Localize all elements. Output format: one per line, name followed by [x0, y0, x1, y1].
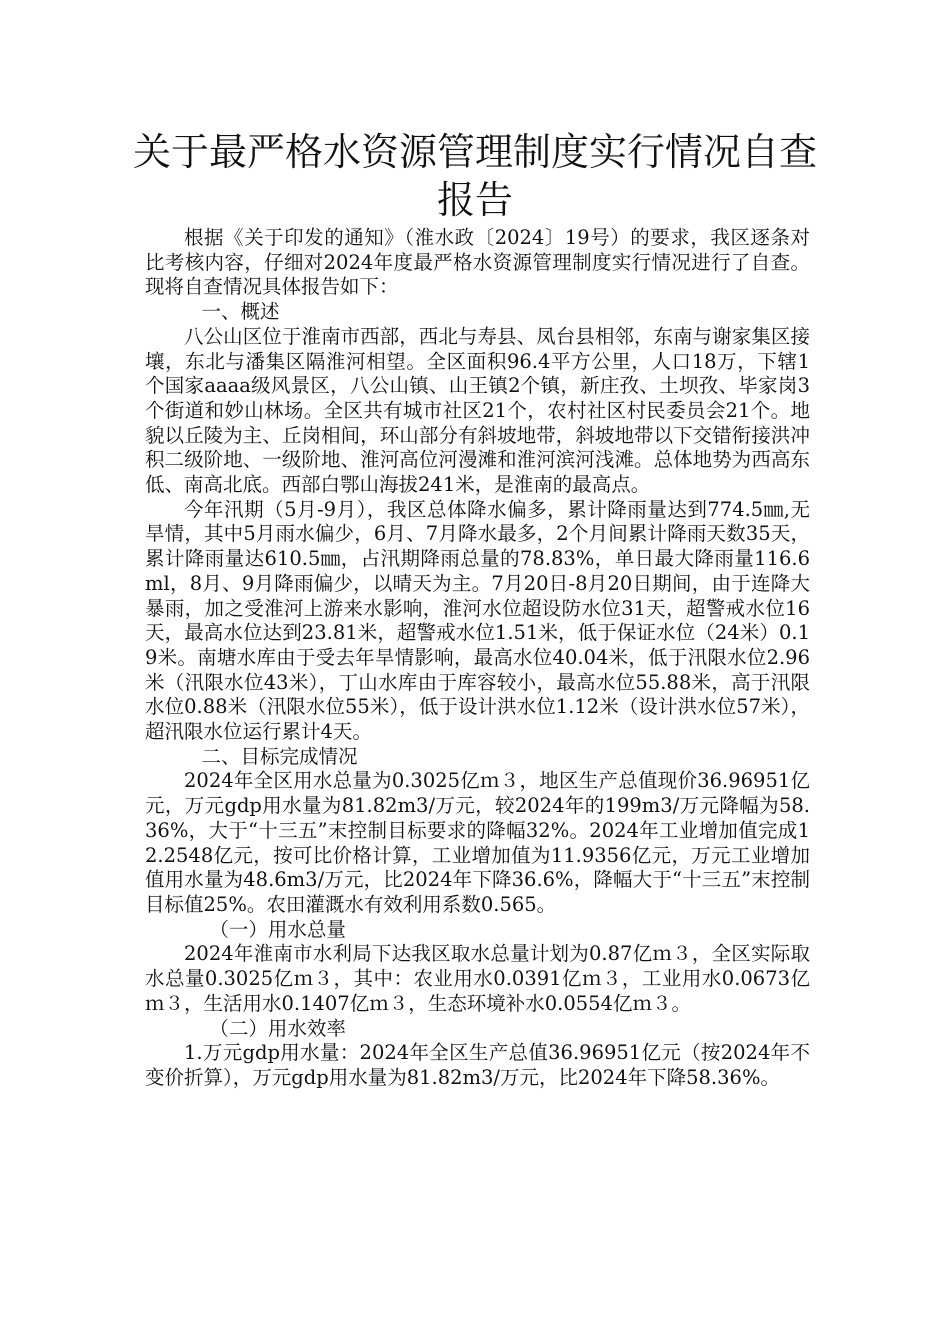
- subsection-heading-water-efficiency: （二）用水效率: [209, 1016, 346, 1040]
- section-heading-targets: 二、目标完成情况: [201, 744, 358, 768]
- targets-paragraph: 2024年全区用水总量为0.3025亿ｍ３，地区生产总值现价36.96951亿元，万元gdp用水量为81.82m3/万元，较2024年的199m3/万元降幅为58.36%，大于“十三五”末控制目标要求的降幅32%。2024年工业增加值完成12.2548亿元，按可比价格计算，工业增加值为11.9356亿元，万元工业增加值用水量为48.6m3/万元，比2024年下降36.6%，降幅大于“十三五”末控制目标值25%。农田灌溉水有效利用系数0.565。: [145, 769, 810, 916]
- intro-paragraph: 根据《关于印发的通知》（淮水政〔2024〕19号）的要求，我区逐条对比考核内容，仔细对2024年度最严格水资源管理制度实行情况进行了自查。现将自查情况具体报告如下：: [145, 226, 810, 299]
- total-water-use-paragraph: 2024年淮南市水利局下达我区取水总量计划为0.87亿ｍ３，全区实际取水总量0.3025亿ｍ３，其中：农业用水0.0391亿ｍ３，工业用水0.0673亿ｍ３，生活用水0.1407亿ｍ３，生态环境补水0.0554亿ｍ３。: [145, 942, 810, 1015]
- section-heading-overview: 一、概述: [201, 300, 280, 324]
- water-efficiency-paragraph: 1.万元gdp用水量：2024年全区生产总值36.96951亿元（按2024年不变价折算），万元gdp用水量为81.82m3/万元，比2024年下降58.36%。: [145, 1041, 810, 1089]
- subsection-heading-total-water-use: （一）用水总量: [209, 917, 346, 941]
- overview-paragraph-flood-season: 今年汛期（5月-9月），我区总体降水偏多，累计降雨量达到774.5㎜,无旱情，其中5月雨水偏少，6月、7月降水最多，2个月间累计降雨天数35天，累计降雨量达610.5㎜，占汛期降雨总量的78.83%，单日最大降雨量116.6ml，8月、9月降雨偏少，以晴天为主。7月20日-8月20日期间，由于连降大暴雨，加之受淮河上游来水影响，淮河水位超设防水位31天，超警戒水位16天，最高水位达到23.81米，超警戒水位1.51米，低于保证水位（24米）0.19米。南塘水库由于受去年旱情影响，最高水位40.04米，低于汛限水位2.96米（汛限水位43米），丁山水库由于库容较小，最高水位55.88米，高于汛限水位0.88米（汛限水位55米），低于设计洪水位1.12米（设计洪水位57米），超汛限水位运行累计4天。: [145, 497, 810, 744]
- document-body: [145, 226, 810, 1091]
- document-title-line-1: 关于最严格水资源管理制度实行情况自查: [132, 130, 817, 174]
- document-title-line-2: 报告: [436, 178, 513, 222]
- overview-paragraph-geography: 八公山区位于淮南市西部，西北与寿县、凤台县相邻，东南与谢家集区接壤，东北与潘集区隔淮河相望。全区面积96.4平方公里，人口18万，下辖1个国家aaaa级风景区，八公山镇、山王镇2个镇，新庄孜、土坝孜、毕家岗3个街道和妙山林场。全区共有城市社区21个，农村社区村民委员会21个。地貌以丘陵为主、丘岗相间，环山部分有斜坡地带，斜坡地带以下交错衔接洪冲积二级阶地、一级阶地、淮河高位河漫滩和淮河滨河浅滩。总体地势为西高东低、南高北底。西部白鄂山海拔241米，是淮南的最高点。: [145, 324, 810, 497]
